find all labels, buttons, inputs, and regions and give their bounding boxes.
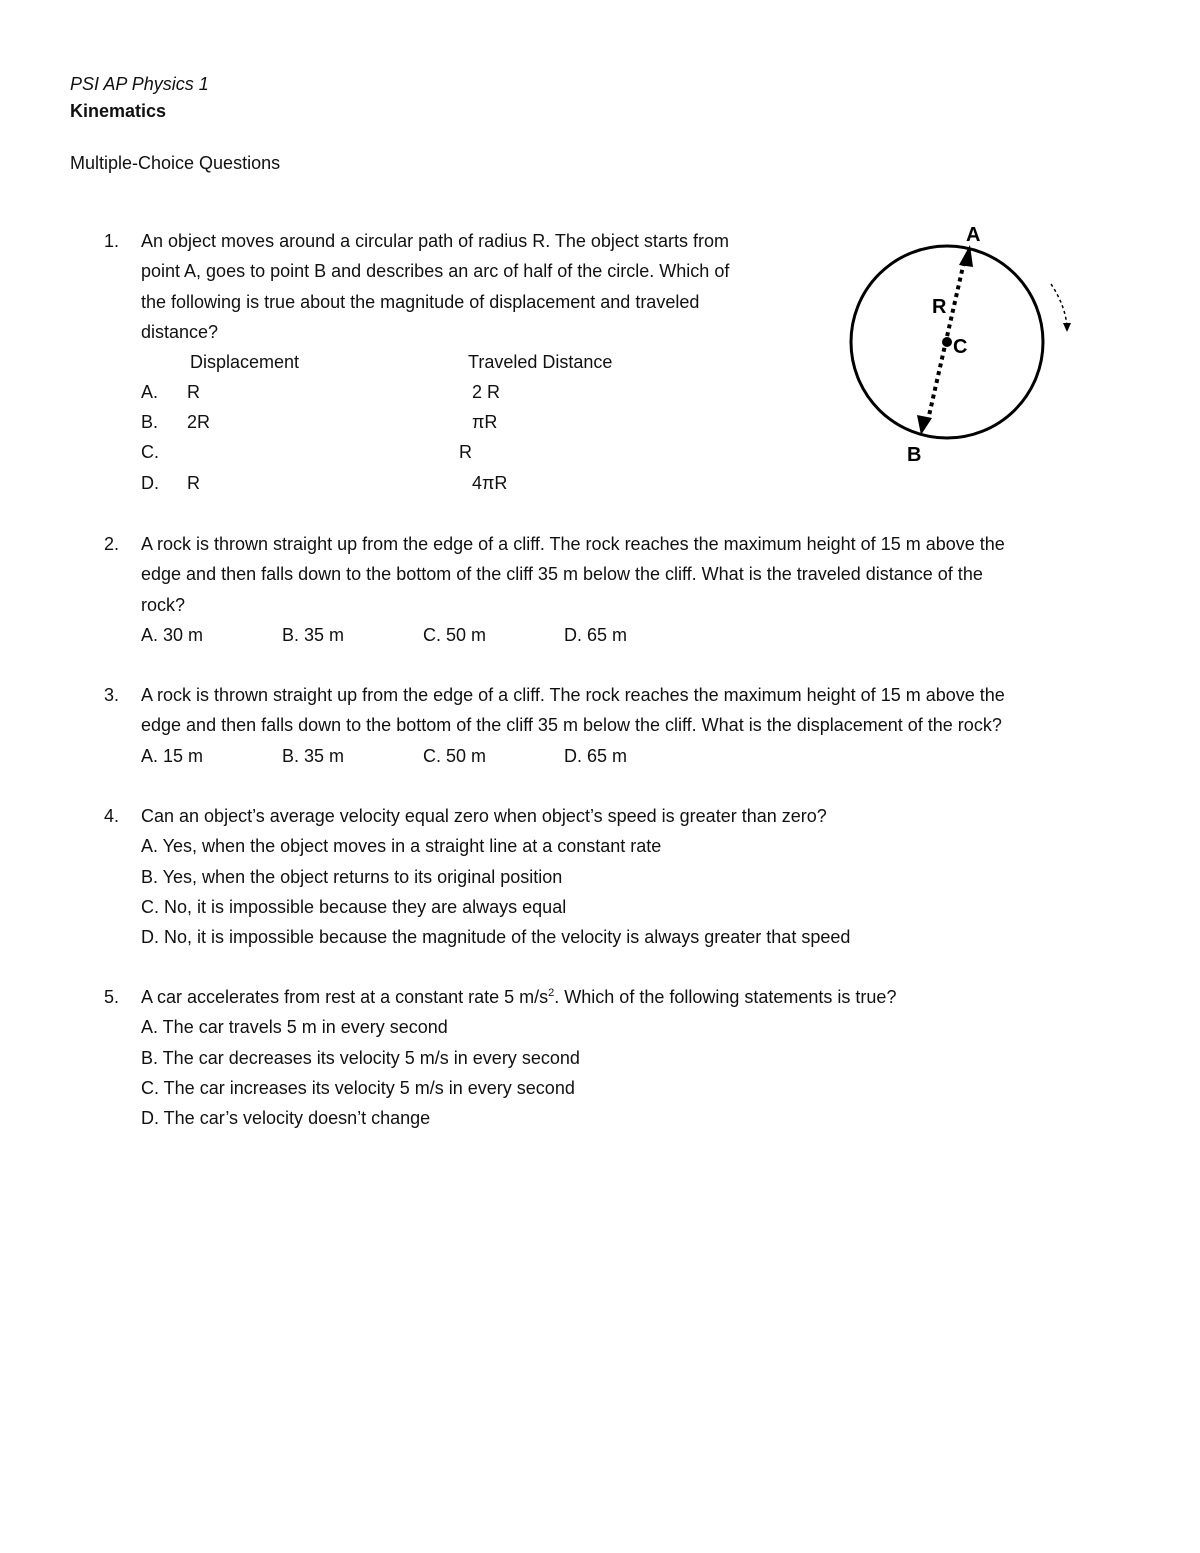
choice: D. No, it is impossible because the magnitude of the velocity is always greater that speed	[141, 927, 851, 948]
choice: B. 35 m	[282, 745, 345, 766]
question-text-line: edge and then falls down to the bottom of the cliff 35 m below the cliff. What is the traveled distance of the	[141, 564, 983, 585]
choice: D. The car’s velocity doesn’t change	[141, 1108, 431, 1129]
choice-letter: C.	[141, 442, 159, 463]
choice: D. 65 m	[564, 624, 628, 645]
section-title: Multiple-Choice Questions	[70, 153, 281, 173]
choice-distance: 4πR	[472, 473, 508, 494]
choice-distance: πR	[472, 412, 498, 433]
label-radius: R	[932, 296, 947, 318]
choice: C. The car increases its velocity 5 m/s in every second	[141, 1077, 575, 1098]
choice: A. 30 m	[141, 624, 204, 645]
superscript: 2	[548, 987, 555, 999]
table-header-displacement: Displacement	[190, 352, 300, 373]
question-text: A car accelerates from rest at a constant rate 5 m/s	[141, 987, 549, 1007]
question-text-line: Can an object’s average velocity equal zero when object’s speed is greater than zero?	[141, 806, 827, 826]
choice: A. The car travels 5 m in every second	[141, 1017, 448, 1038]
choice-displacement: R	[187, 382, 200, 403]
label-center: C	[953, 336, 968, 358]
question-number: 4.	[104, 806, 120, 826]
question-4	[104, 801, 1114, 952]
question-number: 3.	[104, 685, 120, 705]
course-title: PSI AP Physics 1	[70, 74, 209, 94]
question-3	[104, 680, 1114, 771]
choice: C. 50 m	[423, 624, 487, 645]
question-text-line	[141, 982, 1114, 1012]
choice: C. 50 m	[423, 745, 487, 766]
center-dot	[942, 337, 952, 347]
choice-letter: A.	[141, 382, 159, 403]
choice: B. The car decreases its velocity 5 m/s in every second	[141, 1047, 580, 1068]
circular-path-diagram	[835, 220, 1085, 465]
choice: D. 65 m	[564, 745, 628, 766]
question-text-line: rock?	[141, 594, 186, 615]
direction-arc	[1051, 284, 1067, 326]
question-text-line: the following is true about the magnitude of displacement and traveled	[141, 291, 700, 312]
table-header-distance: Traveled Distance	[468, 352, 613, 373]
question-text-line: distance?	[141, 321, 219, 342]
label-point-a: A	[966, 224, 981, 246]
question-text-line: edge and then falls down to the bottom of the cliff 35 m below the cliff. What is the displacement of the rock?	[141, 715, 1002, 736]
choice-letter: D.	[141, 473, 159, 494]
question-5	[104, 982, 1114, 1133]
answer-table	[141, 347, 801, 498]
label-point-b: B	[907, 444, 922, 465]
choice: B. Yes, when the object returns to its original position	[141, 866, 563, 887]
unit-title: Kinematics	[70, 101, 167, 121]
choice-distance: 2 R	[472, 382, 501, 403]
answer-choices	[141, 741, 1114, 771]
arrow-head-b	[917, 415, 932, 435]
choice: C. No, it is impossible because they are always equal	[141, 896, 567, 917]
question-number: 2.	[104, 534, 120, 554]
question-number: 1.	[104, 231, 120, 251]
choice-letter: B.	[141, 412, 159, 433]
question-number: 5.	[104, 987, 120, 1007]
question-text-line: A rock is thrown straight up from the edge of a cliff. The rock reaches the maximum height of 15 m above the	[141, 534, 1005, 554]
direction-arrow-icon	[1063, 323, 1071, 332]
question-text-line: An object moves around a circular path of radius R. The object starts from	[141, 231, 729, 251]
choice-displacement: R	[187, 473, 200, 494]
choice-distance: R	[459, 442, 472, 463]
question-text: . Which of the following statements is true?	[554, 987, 897, 1007]
choice: A. Yes, when the object moves in a straight line at a constant rate	[141, 836, 662, 857]
choice-displacement: 2R	[187, 412, 211, 433]
choice: B. 35 m	[282, 624, 345, 645]
question-2	[104, 529, 1114, 650]
question-text-line: A rock is thrown straight up from the edge of a cliff. The rock reaches the maximum height of 15 m above the	[141, 685, 1005, 705]
choice: A. 15 m	[141, 745, 204, 766]
question-text-line: point A, goes to point B and describes an arc of half of the circle. Which of	[141, 261, 730, 282]
answer-choices	[141, 620, 1114, 650]
